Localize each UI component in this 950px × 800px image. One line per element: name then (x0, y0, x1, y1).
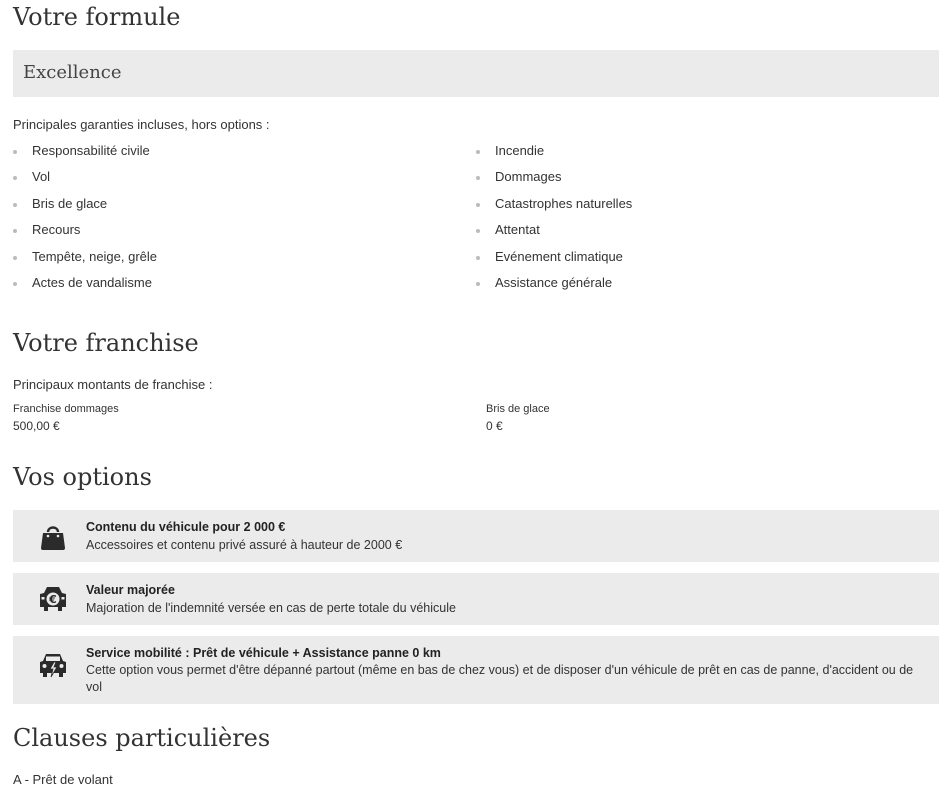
list-item: Incendie (476, 141, 632, 167)
formule-name-bar (13, 50, 939, 97)
guarantees-list-right (476, 141, 632, 299)
franchise-intro: Principaux montants de franchise : (13, 377, 213, 392)
option-description: Accessoires et contenu privé assuré à hauteur de 2000 € (86, 538, 403, 552)
list-item: Recours (13, 220, 157, 246)
guarantees-intro: Principales garanties incluses, hors options : (13, 117, 270, 132)
car-breakdown-icon (37, 650, 69, 682)
option-title: Contenu du véhicule pour 2 000 € (86, 520, 286, 534)
list-item: Dommages (476, 167, 632, 193)
franchise-heading: Votre franchise (13, 329, 199, 357)
handbag-icon (37, 520, 69, 552)
clause-item: A - Prêt de volant (13, 772, 113, 787)
car-euro-icon (37, 583, 69, 615)
list-item: Tempête, neige, grêle (13, 247, 157, 273)
list-item: Evénement climatique (476, 247, 632, 273)
list-item: Responsabilité civile (13, 141, 157, 167)
svg-text:€: € (49, 593, 57, 606)
option-title: Valeur majorée (86, 583, 175, 597)
list-item: Attentat (476, 220, 632, 246)
bris-de-glace-label: Bris de glace (486, 403, 550, 415)
formule-heading: Votre formule (13, 3, 181, 31)
option-title: Service mobilité : Prêt de véhicule + Assistance panne 0 km (86, 646, 441, 660)
options-heading: Vos options (13, 463, 152, 491)
option-description: Cette option vous permet d'être dépanné partout (même en bas de chez vous) et de disposer d'un véhicule de prêt en cas de panne, d'accident ou de vol (86, 663, 914, 694)
list-item: Vol (13, 167, 157, 193)
option-service-mobilite (13, 636, 939, 704)
formule-name: Excellence (23, 62, 122, 83)
guarantees-list-left (13, 141, 157, 299)
bris-de-glace-value: 0 € (486, 419, 503, 433)
option-description: Majoration de l'indemnité versée en cas de perte totale du véhicule (86, 601, 456, 615)
list-item: Actes de vandalisme (13, 273, 157, 299)
franchise-dommages-label: Franchise dommages (13, 403, 119, 415)
list-item: Bris de glace (13, 194, 157, 220)
list-item: Catastrophes naturelles (476, 194, 632, 220)
list-item: Assistance générale (476, 273, 632, 299)
clauses-heading: Clauses particulières (13, 724, 271, 752)
franchise-dommages-value: 500,00 € (13, 419, 60, 433)
option-vehicle-content (13, 510, 939, 562)
option-valeur-majoree (13, 573, 939, 625)
